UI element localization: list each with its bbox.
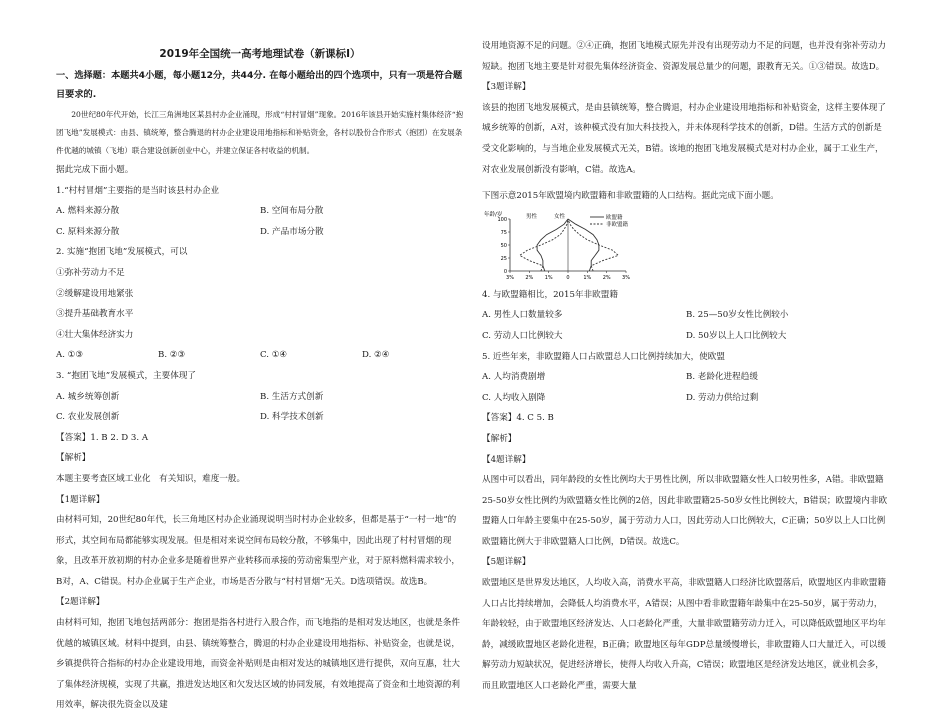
q4-options-row2 — [482, 326, 890, 347]
q4-options-row1 — [482, 305, 890, 326]
legend-eu: 欧盟籍 — [606, 214, 623, 221]
q5-option-d: D. 劳动力供给过剩 — [686, 392, 759, 403]
analysis-label: 【解析】 — [56, 453, 91, 464]
q5-option-a: A. 人均消费剧增 — [482, 372, 546, 383]
q4-option-a: A. 男性人口数量较多 — [482, 310, 563, 321]
analysis-text: 本题主要考查区域工业化 有关知识，难度一般。 — [56, 473, 246, 484]
q5-options-row1 — [482, 367, 890, 388]
y-tick-label: 50 — [500, 242, 507, 249]
q4-stem: 4. 与欧盟籍相比，2015年非欧盟籍 — [482, 289, 618, 300]
x-tick-label: 2% — [602, 274, 611, 281]
q5-option-b: B. 老龄化进程趋缓 — [686, 372, 758, 383]
q2-item-3: ③提升基础教育水平 — [56, 309, 134, 320]
detail-4-label: 【4题详解】 — [482, 454, 531, 465]
q1-options-row2 — [56, 222, 464, 243]
detail-1-label: 【1题详解】 — [56, 494, 105, 505]
q5-stem: 5. 近些年来，非欧盟籍人口占欧盟总人口比例持续加大，使欧盟 — [482, 351, 725, 362]
q3-option-b: B. 生活方式创新 — [260, 391, 324, 402]
right-column — [482, 36, 890, 697]
legend-non-eu: 非欧盟籍 — [606, 221, 629, 228]
y-tick-label: 100 — [497, 216, 507, 223]
x-tick-label: 1% — [544, 274, 553, 281]
q2-option-d: D. ②④ — [362, 350, 390, 361]
q2-option-c: C. ①④ — [260, 350, 288, 361]
q3-options-row2 — [56, 407, 464, 428]
q5-options-row2 — [482, 388, 890, 409]
q2-options — [56, 345, 464, 366]
x-tick-label: 0 — [566, 274, 570, 281]
q3-stem: 3. “抱团飞地”发展模式，主要体现了 — [56, 370, 197, 381]
series-eu-female — [568, 219, 599, 271]
q3-options-row1 — [56, 387, 464, 408]
detail-5-text: 欧盟地区是世界发达地区，人均收入高，消费水平高，非欧盟籍人口经济比欧盟落后，欧盟地区内非欧盟籍人口占比持续增加，会降低人均消费水平，A错误；从图中看非欧盟籍年龄集中在25-50岁，属于劳动力，年龄较轻，由于欧盟地区经济发达、人口老龄化严重，大量非欧盟籍劳动力迁入，可以降低欧盟地区平均年龄，减缓欧盟地区老龄化进程，B正确；欧盟地区每年GDP总量缓慢增长，非欧盟籍人口大量迁入，可以缓解劳动力短缺状况，促进经济增长，使得人均收入升高，C错误；欧盟地区是经济发达地区，就业机会多，而且欧盟地区人口老龄化严重，需要大量 — [482, 578, 886, 692]
x-tick-label: 1% — [583, 274, 592, 281]
paper-title: 2019年全国统一高考地理试卷（新课标Ⅰ） — [159, 48, 361, 60]
x-tick-label: 3% — [622, 274, 630, 281]
q1-stem: 1.“村村冒烟”主要指的是当时该县村办企业 — [56, 185, 220, 196]
analysis-label-2: 【解析】 — [482, 433, 517, 444]
q3-option-a: A. 城乡统筹创新 — [56, 391, 120, 402]
q4-option-d: D. 50岁以上人口比例较大 — [686, 330, 787, 341]
q2-item-4: ④壮大集体经济实力 — [56, 329, 134, 340]
y-tick-label: 75 — [500, 229, 507, 236]
intro-instruction: 据此完成下面小题。 — [56, 165, 134, 175]
detail-5-label: 【5题详解】 — [482, 557, 531, 568]
left-column — [56, 0, 464, 716]
q2-item-2: ②缓解建设用地紧张 — [56, 288, 134, 299]
q4-option-b: B. 25—50岁女性比例较小 — [686, 310, 789, 321]
q3-option-c: C. 农业发展创新 — [56, 412, 120, 423]
y-tick-label: 0 — [503, 268, 507, 275]
population-pyramid-svg — [482, 209, 682, 283]
q2-item-1: ①弥补劳动力不足 — [56, 267, 125, 278]
q2-option-a: A. ①③ — [56, 350, 84, 361]
q1-option-b: B. 空间布局分散 — [260, 206, 324, 217]
q1-option-c: C. 原料来源分散 — [56, 226, 120, 237]
q1-option-d: D. 产品市场分散 — [260, 226, 324, 237]
detail-1-text: 由材料可知，20世纪80年代，长三角地区村办企业涌现说明当时村办企业较多，但都是基于“一村一地”的形式，其空间布局都能够实现发展。但是相对来说空间布局较分散，不够集中，因此出现了村村冒烟的现象，且改革开放初期的村办企业多是随着世界产业转移而承接的劳动密集型产业，对于原料燃料需求较小，B对，A、C错误。村办企业属于生产企业，市场是否分散与“村村冒烟”无关。D选项错误。故选B。 — [56, 515, 460, 587]
figure-intro: 下图示意2015年欧盟境内欧盟籍和非欧盟籍的人口结构。据此完成下面小题。 — [482, 191, 779, 202]
answer-4-5: 【答案】4. C 5. B — [482, 413, 554, 424]
detail-4-text: 从图中可以看出，同年龄段的女性比例均大于男性比例，所以非欧盟籍女性人口较男性多，A错。非欧盟籍25-50岁女性比例约为欧盟籍女性比例的2倍，因此非欧盟籍25-50岁女性比例较大，B错误；欧盟境内非欧盟籍人口年龄主要集中在25-50岁，属于劳动力人口，因此劳动人口比例较大，C正确；50岁以上人口比例欧盟籍比例大于非欧盟籍人口比例，D错误。故选C。 — [482, 475, 888, 547]
answer-1-3: 【答案】1. B 2. D 3. A — [56, 432, 149, 443]
q4-option-c: C. 劳动人口比例较大 — [482, 330, 563, 341]
q5-option-c: C. 人均收入剧降 — [482, 392, 546, 403]
detail-3-text: 该县的抱团飞地发展模式，是由县镇统筹，整合腾退，村办企业建设用地指标和补贴资金，这样主要体现了城乡统筹的创新，A对，该种模式没有加大科技投入，并未体现科学技术的创新，D错。生活方式的创新是受文化影响的，与当地企业发展模式无关，B错。该地的抱团飞地发展模式是对村办企业，属于工业生产，对农业发展创新没有影响，C错。故选A。 — [482, 102, 886, 175]
y-axis-label: 年龄/岁 — [484, 211, 503, 218]
series-eu-male — [537, 219, 568, 271]
detail-3-label: 【3题详解】 — [482, 82, 531, 93]
x-tick-label: 3% — [506, 274, 514, 281]
q2-stem: 2. 实施“抱团飞地”发展模式，可以 — [56, 247, 188, 258]
detail-2-text: 由材料可知，抱团飞地包括两部分：抱团是指各村进行入股合作，而飞地指的是相对发达地区，也就是条件优越的城镇区域。材料中提到，由县、镇统筹整合，腾退的村办企业建设用地指标、补贴资金，也就是说，乡镇提供符合指标的村办企业建设用地，而资金补贴则是由相对发达的城镇地区进行提供，双向互惠，壮大了集体经济规模，实现了共赢，推进发达地区和欠发达区域的协同发展，有效地提高了资金和土地资源的利用效率，解决很先资金以及建 — [56, 618, 460, 711]
detail-2-continued: 设用地资源不足的问题。②④正确，抱团飞地模式原先并没有出现劳动力不足的问题，也并没有弥补劳动力短缺。抱团飞地主要是针对很先集体经济资金、资源发展总量少的问题，跟教育无关。①③错误。故选D。 — [482, 41, 886, 72]
x-tick-label: 2% — [525, 274, 534, 281]
intro-passage: 20世纪80年代开始，长江三角洲地区某县村办企业涌现，形成“村村冒烟”现象。2016年该县开始实施村集体经济“抱团飞地”发展模式：由县、镇统筹，整合腾退的村办企业建设用地指标和补贴资金，各村以股份合作形式（抱团）在发展条件优越的城镇（飞地）联合建设创新创业中心，并建立保证各村收益的机制。 — [56, 110, 464, 155]
q1-option-a: A. 燃料来源分散 — [56, 206, 120, 217]
section-heading: 一、选择题：本题共4小题，每小题12分，共44分. 在每小题给出的四个选项中，只有一项是符合题目要求的. — [56, 70, 463, 100]
q3-option-d: D. 科学技术创新 — [260, 412, 324, 423]
y-tick-label: 25 — [500, 255, 507, 262]
male-label: 男性 — [526, 213, 538, 220]
population-pyramid-chart — [482, 209, 890, 283]
female-label: 女性 — [554, 213, 566, 220]
q2-option-b: B. ②③ — [158, 350, 186, 361]
q1-options-row1 — [56, 201, 464, 222]
detail-2-label: 【2题详解】 — [56, 597, 105, 608]
